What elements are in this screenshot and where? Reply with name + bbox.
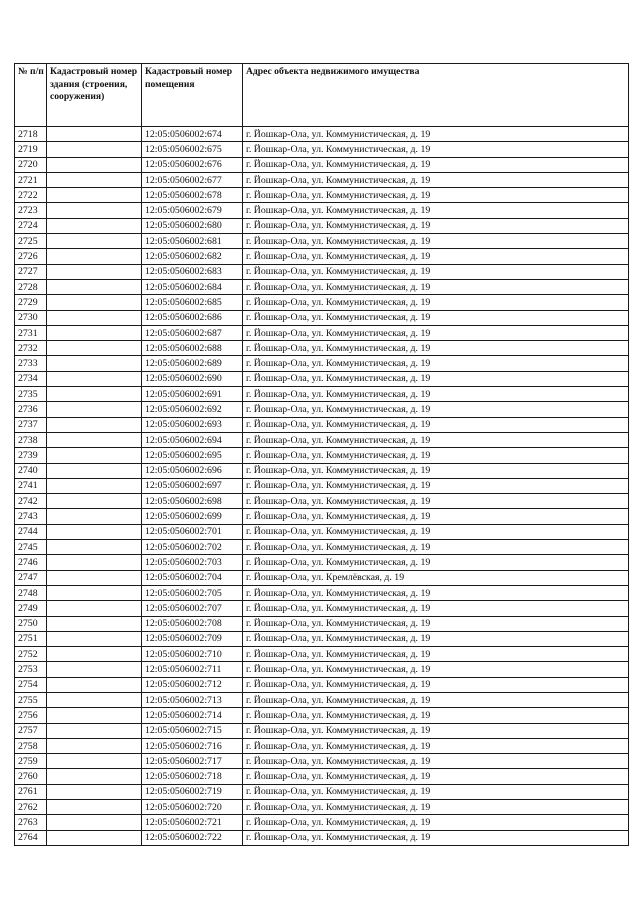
cell-building-cadastral — [47, 478, 142, 493]
cell-building-cadastral — [47, 677, 142, 692]
cell-building-cadastral — [47, 524, 142, 539]
cell-number: 2742 — [15, 494, 47, 509]
cell-building-cadastral — [47, 279, 142, 294]
cell-address: г. Йошкар-Ола, ул. Коммунистическая, д. 19 — [243, 708, 629, 723]
table-row — [15, 234, 629, 249]
cell-building-cadastral — [47, 494, 142, 509]
cell-number: 2755 — [15, 692, 47, 707]
cell-building-cadastral — [47, 509, 142, 524]
table-row — [15, 172, 629, 187]
cell-number: 2763 — [15, 815, 47, 830]
table-row — [15, 127, 629, 142]
cell-building-cadastral — [47, 402, 142, 417]
cell-room-cadastral: 12:05:0506002:691 — [142, 387, 243, 402]
cell-address: г. Йошкар-Ола, ул. Коммунистическая, д. 19 — [243, 356, 629, 371]
cell-address: г. Йошкар-Ола, ул. Коммунистическая, д. 19 — [243, 830, 629, 845]
table-row — [15, 478, 629, 493]
table-row — [15, 494, 629, 509]
cell-address: г. Йошкар-Ола, ул. Коммунистическая, д. 19 — [243, 325, 629, 340]
cell-number: 2757 — [15, 723, 47, 738]
cell-address: г. Йошкар-Ола, ул. Кремлёвская, д. 19 — [243, 570, 629, 585]
table-row — [15, 417, 629, 432]
table-row — [15, 601, 629, 616]
cell-building-cadastral — [47, 387, 142, 402]
cell-room-cadastral: 12:05:0506002:675 — [142, 142, 243, 157]
cell-number: 2759 — [15, 754, 47, 769]
cell-number: 2720 — [15, 157, 47, 172]
cell-address: г. Йошкар-Ола, ул. Коммунистическая, д. 19 — [243, 800, 629, 815]
cell-address: г. Йошкар-Ола, ул. Коммунистическая, д. 19 — [243, 677, 629, 692]
cell-building-cadastral — [47, 356, 142, 371]
cell-room-cadastral: 12:05:0506002:705 — [142, 585, 243, 600]
table-row — [15, 371, 629, 386]
table-row — [15, 432, 629, 447]
cell-address: г. Йошкар-Ола, ул. Коммунистическая, д. 19 — [243, 264, 629, 279]
cell-room-cadastral: 12:05:0506002:692 — [142, 402, 243, 417]
cell-address: г. Йошкар-Ола, ул. Коммунистическая, д. 19 — [243, 784, 629, 799]
cell-address: г. Йошкар-Ола, ул. Коммунистическая, д. 19 — [243, 524, 629, 539]
table-row — [15, 708, 629, 723]
cell-address: г. Йошкар-Ола, ул. Коммунистическая, д. 19 — [243, 432, 629, 447]
table-row — [15, 310, 629, 325]
cell-room-cadastral: 12:05:0506002:686 — [142, 310, 243, 325]
cell-building-cadastral — [47, 310, 142, 325]
cell-building-cadastral — [47, 754, 142, 769]
table-row — [15, 540, 629, 555]
cell-room-cadastral: 12:05:0506002:710 — [142, 647, 243, 662]
cell-building-cadastral — [47, 830, 142, 845]
cell-room-cadastral: 12:05:0506002:684 — [142, 279, 243, 294]
cell-building-cadastral — [47, 616, 142, 631]
cell-number: 2760 — [15, 769, 47, 784]
cell-building-cadastral — [47, 601, 142, 616]
cell-room-cadastral: 12:05:0506002:718 — [142, 769, 243, 784]
header-number: № п/п — [15, 64, 47, 127]
cell-address: г. Йошкар-Ола, ул. Коммунистическая, д. 19 — [243, 478, 629, 493]
cell-number: 2739 — [15, 448, 47, 463]
cell-number: 2734 — [15, 371, 47, 386]
cell-building-cadastral — [47, 234, 142, 249]
table-row — [15, 616, 629, 631]
cell-building-cadastral — [47, 295, 142, 310]
cell-room-cadastral: 12:05:0506002:681 — [142, 234, 243, 249]
cell-building-cadastral — [47, 692, 142, 707]
cell-number: 2749 — [15, 601, 47, 616]
cell-address: г. Йошкар-Ола, ул. Коммунистическая, д. 19 — [243, 249, 629, 264]
cell-address: г. Йошкар-Ола, ул. Коммунистическая, д. 19 — [243, 127, 629, 142]
cell-building-cadastral — [47, 769, 142, 784]
cell-building-cadastral — [47, 463, 142, 478]
cell-room-cadastral: 12:05:0506002:707 — [142, 601, 243, 616]
cell-room-cadastral: 12:05:0506002:695 — [142, 448, 243, 463]
cell-number: 2735 — [15, 387, 47, 402]
cell-number: 2743 — [15, 509, 47, 524]
cell-address: г. Йошкар-Ола, ул. Коммунистическая, д. 19 — [243, 738, 629, 753]
table-row — [15, 723, 629, 738]
cell-room-cadastral: 12:05:0506002:682 — [142, 249, 243, 264]
cell-address: г. Йошкар-Ола, ул. Коммунистическая, д. 19 — [243, 387, 629, 402]
cell-number: 2723 — [15, 203, 47, 218]
cell-room-cadastral: 12:05:0506002:702 — [142, 540, 243, 555]
table-row — [15, 570, 629, 585]
cell-building-cadastral — [47, 188, 142, 203]
cell-address: г. Йошкар-Ола, ул. Коммунистическая, д. 19 — [243, 754, 629, 769]
table-header — [15, 64, 629, 127]
cell-number: 2750 — [15, 616, 47, 631]
cell-building-cadastral — [47, 540, 142, 555]
cell-building-cadastral — [47, 555, 142, 570]
table-row — [15, 830, 629, 845]
cell-address: г. Йошкар-Ола, ул. Коммунистическая, д. 19 — [243, 218, 629, 233]
cell-room-cadastral: 12:05:0506002:709 — [142, 631, 243, 646]
cell-address: г. Йошкар-Ола, ул. Коммунистическая, д. 19 — [243, 417, 629, 432]
table-row — [15, 249, 629, 264]
cell-number: 2751 — [15, 631, 47, 646]
cell-address: г. Йошкар-Ола, ул. Коммунистическая, д. 19 — [243, 494, 629, 509]
cell-address: г. Йошкар-Ола, ул. Коммунистическая, д. 19 — [243, 631, 629, 646]
cell-building-cadastral — [47, 585, 142, 600]
cell-number: 2745 — [15, 540, 47, 555]
cell-address: г. Йошкар-Ола, ул. Коммунистическая, д. 19 — [243, 815, 629, 830]
cell-room-cadastral: 12:05:0506002:699 — [142, 509, 243, 524]
table-row — [15, 264, 629, 279]
cell-number: 2718 — [15, 127, 47, 142]
header-room-cadastral: Кадастровый номер помещения — [142, 64, 243, 127]
cell-building-cadastral — [47, 448, 142, 463]
cell-number: 2722 — [15, 188, 47, 203]
cell-room-cadastral: 12:05:0506002:687 — [142, 325, 243, 340]
cell-building-cadastral — [47, 647, 142, 662]
cell-number: 2730 — [15, 310, 47, 325]
cell-address: г. Йошкар-Ола, ул. Коммунистическая, д. 19 — [243, 540, 629, 555]
cell-address: г. Йошкар-Ола, ул. Коммунистическая, д. 19 — [243, 769, 629, 784]
cell-address: г. Йошкар-Ола, ул. Коммунистическая, д. 19 — [243, 585, 629, 600]
header-building-cadastral: Кадастровый номер здания (строения, сооружения) — [47, 64, 142, 127]
cell-building-cadastral — [47, 784, 142, 799]
cell-room-cadastral: 12:05:0506002:674 — [142, 127, 243, 142]
cell-address: г. Йошкар-Ола, ул. Коммунистическая, д. 19 — [243, 157, 629, 172]
cell-address: г. Йошкар-Ола, ул. Коммунистическая, д. 19 — [243, 692, 629, 707]
cell-number: 2748 — [15, 585, 47, 600]
cell-number: 2732 — [15, 341, 47, 356]
table-row — [15, 356, 629, 371]
cell-address: г. Йошкар-Ола, ул. Коммунистическая, д. 19 — [243, 295, 629, 310]
cell-room-cadastral: 12:05:0506002:712 — [142, 677, 243, 692]
cell-room-cadastral: 12:05:0506002:720 — [142, 800, 243, 815]
cell-building-cadastral — [47, 800, 142, 815]
cell-room-cadastral: 12:05:0506002:696 — [142, 463, 243, 478]
cell-address: г. Йошкар-Ола, ул. Коммунистическая, д. 19 — [243, 509, 629, 524]
cell-number: 2740 — [15, 463, 47, 478]
cell-building-cadastral — [47, 723, 142, 738]
cell-room-cadastral: 12:05:0506002:713 — [142, 692, 243, 707]
cell-room-cadastral: 12:05:0506002:704 — [142, 570, 243, 585]
cell-number: 2733 — [15, 356, 47, 371]
table-row — [15, 402, 629, 417]
cell-building-cadastral — [47, 249, 142, 264]
table-row — [15, 754, 629, 769]
table-row — [15, 647, 629, 662]
cell-building-cadastral — [47, 631, 142, 646]
cell-building-cadastral — [47, 264, 142, 279]
cell-address: г. Йошкар-Ола, ул. Коммунистическая, д. 19 — [243, 142, 629, 157]
cell-number: 2744 — [15, 524, 47, 539]
cell-number: 2729 — [15, 295, 47, 310]
cell-number: 2747 — [15, 570, 47, 585]
table-row — [15, 295, 629, 310]
cell-room-cadastral: 12:05:0506002:678 — [142, 188, 243, 203]
cell-room-cadastral: 12:05:0506002:722 — [142, 830, 243, 845]
cell-number: 2737 — [15, 417, 47, 432]
cell-building-cadastral — [47, 203, 142, 218]
cell-number: 2731 — [15, 325, 47, 340]
cell-building-cadastral — [47, 815, 142, 830]
table-row — [15, 784, 629, 799]
table-row — [15, 188, 629, 203]
cell-address: г. Йошкар-Ола, ул. Коммунистическая, д. 19 — [243, 279, 629, 294]
cell-address: г. Йошкар-Ола, ул. Коммунистическая, д. 19 — [243, 723, 629, 738]
cell-building-cadastral — [47, 708, 142, 723]
cell-number: 2761 — [15, 784, 47, 799]
cell-address: г. Йошкар-Ола, ул. Коммунистическая, д. 19 — [243, 555, 629, 570]
header-row — [15, 64, 629, 127]
table-row — [15, 509, 629, 524]
cell-room-cadastral: 12:05:0506002:694 — [142, 432, 243, 447]
cell-building-cadastral — [47, 142, 142, 157]
cell-building-cadastral — [47, 157, 142, 172]
cell-room-cadastral: 12:05:0506002:708 — [142, 616, 243, 631]
table-row — [15, 815, 629, 830]
cell-room-cadastral: 12:05:0506002:701 — [142, 524, 243, 539]
cell-room-cadastral: 12:05:0506002:690 — [142, 371, 243, 386]
cell-number: 2724 — [15, 218, 47, 233]
cell-address: г. Йошкар-Ола, ул. Коммунистическая, д. 19 — [243, 310, 629, 325]
cell-address: г. Йошкар-Ола, ул. Коммунистическая, д. 19 — [243, 463, 629, 478]
cell-building-cadastral — [47, 662, 142, 677]
cell-room-cadastral: 12:05:0506002:683 — [142, 264, 243, 279]
cell-building-cadastral — [47, 570, 142, 585]
cell-building-cadastral — [47, 371, 142, 386]
cell-number: 2753 — [15, 662, 47, 677]
cell-address: г. Йошкар-Ола, ул. Коммунистическая, д. 19 — [243, 203, 629, 218]
cell-address: г. Йошкар-Ола, ул. Коммунистическая, д. 19 — [243, 448, 629, 463]
cell-address: г. Йошкар-Ола, ул. Коммунистическая, д. 19 — [243, 662, 629, 677]
cell-room-cadastral: 12:05:0506002:714 — [142, 708, 243, 723]
cell-room-cadastral: 12:05:0506002:703 — [142, 555, 243, 570]
table-row — [15, 157, 629, 172]
cell-number: 2758 — [15, 738, 47, 753]
cell-address: г. Йошкар-Ола, ул. Коммунистическая, д. 19 — [243, 172, 629, 187]
table-row — [15, 279, 629, 294]
cell-address: г. Йошкар-Ола, ул. Коммунистическая, д. 19 — [243, 188, 629, 203]
table-body — [15, 127, 629, 846]
cell-room-cadastral: 12:05:0506002:715 — [142, 723, 243, 738]
cell-number: 2741 — [15, 478, 47, 493]
cell-number: 2762 — [15, 800, 47, 815]
cell-number: 2756 — [15, 708, 47, 723]
cell-room-cadastral: 12:05:0506002:716 — [142, 738, 243, 753]
cell-room-cadastral: 12:05:0506002:689 — [142, 356, 243, 371]
table-row — [15, 325, 629, 340]
cell-number: 2725 — [15, 234, 47, 249]
cell-building-cadastral — [47, 172, 142, 187]
header-address: Адрес объекта недвижимого имущества — [243, 64, 629, 127]
cell-address: г. Йошкар-Ола, ул. Коммунистическая, д. 19 — [243, 402, 629, 417]
cell-room-cadastral: 12:05:0506002:688 — [142, 341, 243, 356]
cell-address: г. Йошкар-Ола, ул. Коммунистическая, д. 19 — [243, 234, 629, 249]
property-register-table — [14, 63, 629, 846]
table-row — [15, 555, 629, 570]
table-row — [15, 631, 629, 646]
cell-room-cadastral: 12:05:0506002:677 — [142, 172, 243, 187]
cell-building-cadastral — [47, 127, 142, 142]
table-row — [15, 692, 629, 707]
table-row — [15, 448, 629, 463]
cell-building-cadastral — [47, 738, 142, 753]
table-row — [15, 524, 629, 539]
table-row — [15, 738, 629, 753]
cell-building-cadastral — [47, 218, 142, 233]
cell-building-cadastral — [47, 432, 142, 447]
table-row — [15, 800, 629, 815]
table-row — [15, 218, 629, 233]
cell-room-cadastral: 12:05:0506002:693 — [142, 417, 243, 432]
cell-room-cadastral: 12:05:0506002:685 — [142, 295, 243, 310]
cell-number: 2728 — [15, 279, 47, 294]
cell-number: 2736 — [15, 402, 47, 417]
cell-room-cadastral: 12:05:0506002:676 — [142, 157, 243, 172]
cell-number: 2738 — [15, 432, 47, 447]
table-row — [15, 585, 629, 600]
cell-room-cadastral: 12:05:0506002:719 — [142, 784, 243, 799]
cell-room-cadastral: 12:05:0506002:679 — [142, 203, 243, 218]
cell-room-cadastral: 12:05:0506002:680 — [142, 218, 243, 233]
cell-room-cadastral: 12:05:0506002:711 — [142, 662, 243, 677]
cell-number: 2721 — [15, 172, 47, 187]
table-row — [15, 769, 629, 784]
cell-room-cadastral: 12:05:0506002:717 — [142, 754, 243, 769]
table-row — [15, 142, 629, 157]
table-row — [15, 463, 629, 478]
cell-room-cadastral: 12:05:0506002:721 — [142, 815, 243, 830]
cell-building-cadastral — [47, 325, 142, 340]
cell-number: 2752 — [15, 647, 47, 662]
cell-number: 2726 — [15, 249, 47, 264]
cell-number: 2764 — [15, 830, 47, 845]
table-row — [15, 341, 629, 356]
table-row — [15, 387, 629, 402]
cell-number: 2727 — [15, 264, 47, 279]
table-row — [15, 662, 629, 677]
table-row — [15, 203, 629, 218]
table-row — [15, 677, 629, 692]
cell-room-cadastral: 12:05:0506002:697 — [142, 478, 243, 493]
cell-room-cadastral: 12:05:0506002:698 — [142, 494, 243, 509]
cell-number: 2754 — [15, 677, 47, 692]
cell-address: г. Йошкар-Ола, ул. Коммунистическая, д. 19 — [243, 341, 629, 356]
cell-address: г. Йошкар-Ола, ул. Коммунистическая, д. 19 — [243, 601, 629, 616]
cell-number: 2746 — [15, 555, 47, 570]
cell-building-cadastral — [47, 417, 142, 432]
cell-number: 2719 — [15, 142, 47, 157]
cell-building-cadastral — [47, 341, 142, 356]
cell-address: г. Йошкар-Ола, ул. Коммунистическая, д. 19 — [243, 616, 629, 631]
cell-address: г. Йошкар-Ола, ул. Коммунистическая, д. 19 — [243, 371, 629, 386]
cell-address: г. Йошкар-Ола, ул. Коммунистическая, д. 19 — [243, 647, 629, 662]
